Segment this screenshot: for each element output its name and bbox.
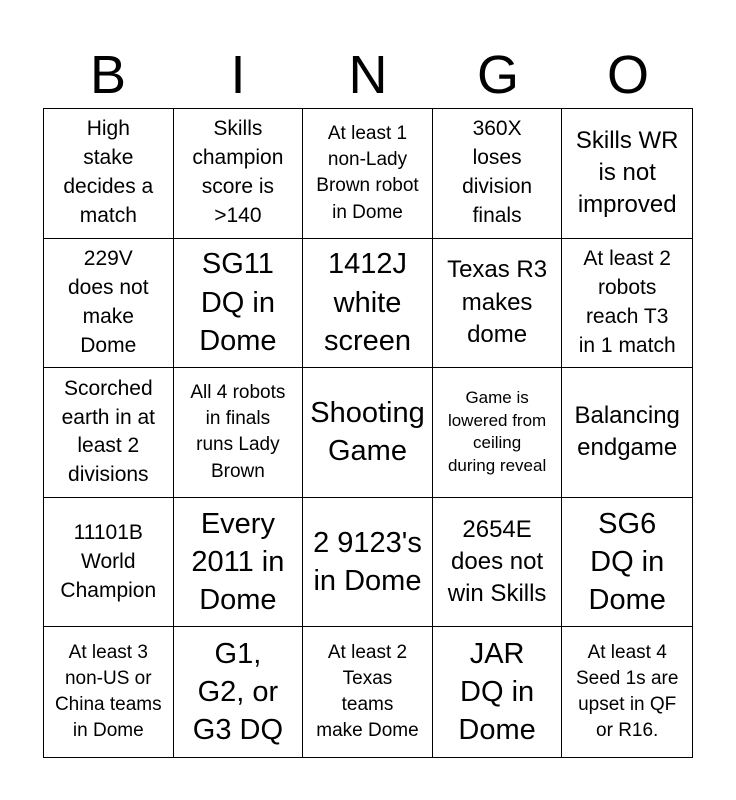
bingo-cell[interactable] xyxy=(433,368,563,498)
bingo-cell[interactable] xyxy=(44,627,174,757)
bingo-cell[interactable] xyxy=(44,109,174,239)
bingo-header xyxy=(43,44,693,106)
bingo-cell[interactable] xyxy=(174,627,304,757)
bingo-cell-text: At least 1 non-Lady Brown robot in Dome xyxy=(316,122,419,223)
bingo-cell-text: 11101B World Champion xyxy=(60,520,157,602)
header-letter-o: O xyxy=(606,45,649,105)
bingo-cell[interactable] xyxy=(44,239,174,369)
header-letter-n: N xyxy=(348,45,388,105)
bingo-cell[interactable] xyxy=(174,239,304,369)
header-letter-g: G xyxy=(476,45,519,105)
bingo-cell-text: 2654E does not win Skills xyxy=(447,515,547,608)
header-letter-i: I xyxy=(230,45,246,105)
bingo-cell[interactable] xyxy=(303,368,433,498)
bingo-cell[interactable] xyxy=(433,239,563,369)
bingo-cell[interactable] xyxy=(44,368,174,498)
bingo-cell-text: 1412J white screen xyxy=(323,248,412,358)
bingo-cell-text: Scorched earth in at least 2 divisions xyxy=(61,376,155,487)
bingo-cell-text: JAR DQ in Dome xyxy=(458,637,536,747)
bingo-cell-text: High stake decides a match xyxy=(63,117,154,228)
bingo-cell-text: Skills champion score is >140 xyxy=(192,117,284,228)
bingo-cell-text: Skills WR is not improved xyxy=(575,126,679,219)
bingo-cell[interactable] xyxy=(562,627,692,757)
bingo-cell-text: G1, G2, or G3 DQ xyxy=(192,637,284,747)
bingo-cell[interactable] xyxy=(433,109,563,239)
bingo-cell[interactable] xyxy=(562,368,692,498)
bingo-cell[interactable] xyxy=(303,109,433,239)
bingo-cell-text: 2 9123's in Dome xyxy=(313,526,422,598)
bingo-cell-text: 229V does not make Dome xyxy=(68,246,149,357)
bingo-cell[interactable] xyxy=(433,627,563,757)
bingo-cell[interactable] xyxy=(562,109,692,239)
bingo-cell[interactable] xyxy=(174,498,304,628)
bingo-cell[interactable] xyxy=(303,498,433,628)
bingo-cell-text: Balancing endgame xyxy=(574,402,680,462)
bingo-cell[interactable] xyxy=(44,498,174,628)
bingo-cell-text: Texas R3 makes dome xyxy=(447,256,548,349)
bingo-cell[interactable] xyxy=(303,239,433,369)
header-letter-b: B xyxy=(89,45,127,105)
bingo-cell-text: At least 2 robots reach T3 in 1 match xyxy=(578,246,676,357)
bingo-cell-text: 360X loses division finals xyxy=(462,117,533,228)
bingo-cell-text: SG11 DQ in Dome xyxy=(199,248,277,358)
bingo-cell[interactable] xyxy=(433,498,563,628)
bingo-cell-text: All 4 robots in finals runs Lady Brown xyxy=(190,382,286,482)
bingo-cell[interactable] xyxy=(174,109,304,239)
bingo-cell-text: Shooting Game xyxy=(310,397,425,468)
bingo-cell-text: At least 4 Seed 1s are upset in QF or R16. xyxy=(575,641,679,742)
bingo-cell-text: Every 2011 in Dome xyxy=(191,507,285,617)
bingo-cell-text: At least 3 non-US or China teams in Dome xyxy=(54,641,162,742)
bingo-cell[interactable] xyxy=(562,239,692,369)
bingo-cell-text: At least 2 Texas teams make Dome xyxy=(316,641,419,742)
bingo-grid xyxy=(43,108,693,758)
bingo-cell[interactable] xyxy=(562,498,692,628)
bingo-cell[interactable] xyxy=(174,368,304,498)
bingo-cell-text: SG6 DQ in Dome xyxy=(588,507,666,617)
bingo-cell[interactable] xyxy=(303,627,433,757)
bingo-cell-text: Game is lowered from ceiling during reveal xyxy=(447,387,547,476)
